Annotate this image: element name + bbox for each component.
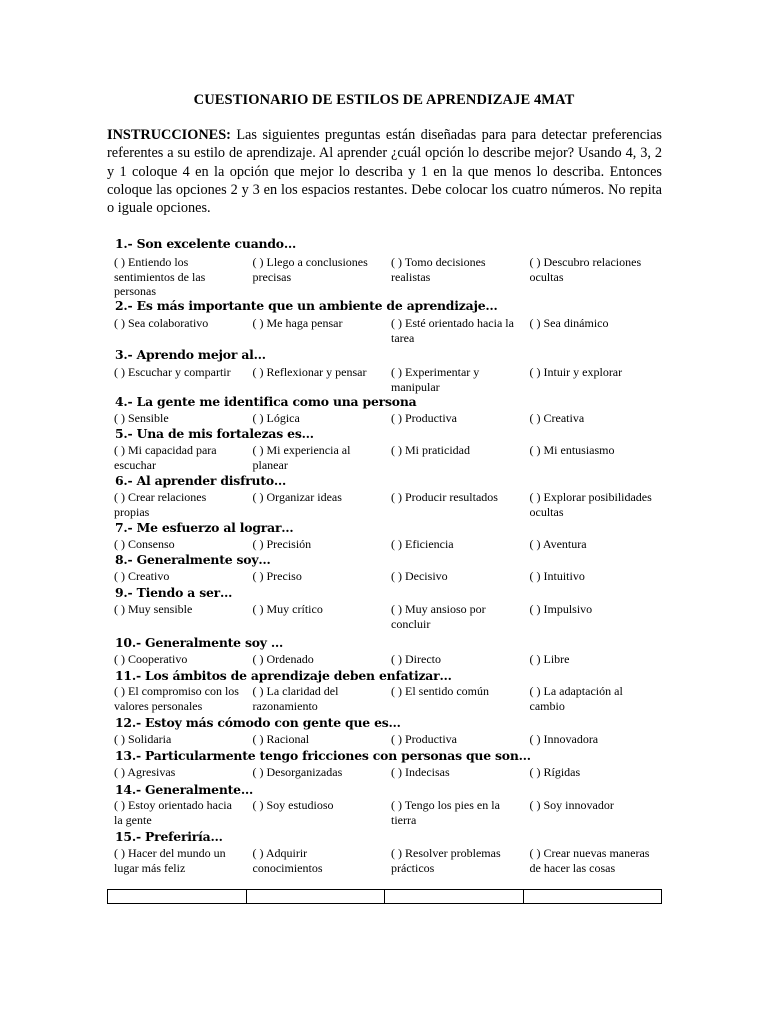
answer-option[interactable]: ( ) Crear relaciones propias <box>114 490 207 519</box>
answer-option[interactable]: ( ) Tengo los pies en la tierra <box>391 798 500 827</box>
answer-option[interactable]: ( ) Rígidas <box>529 765 581 779</box>
answer-option[interactable]: ( ) Intuir y explorar <box>529 365 623 379</box>
question-title: 2.- Es más importante que un ambiente de aprendizaje… <box>115 298 498 313</box>
answer-option[interactable]: ( ) Impulsivo <box>529 602 593 616</box>
answer-option[interactable]: ( ) El compromiso con los valores personales <box>114 684 239 713</box>
question-title: 15.- Preferiría… <box>115 829 223 844</box>
question-title: 4.- La gente me identifica como una persona <box>115 394 417 409</box>
instructions-paragraph <box>107 126 662 217</box>
answer-option[interactable]: ( ) Soy estudioso <box>252 798 334 812</box>
total-cell[interactable] <box>524 890 662 903</box>
answer-option[interactable]: ( ) Decisivo <box>391 569 448 583</box>
question-title: 8.- Generalmente soy… <box>115 552 271 567</box>
answer-option[interactable]: ( ) Creativa <box>529 411 585 425</box>
answer-option[interactable]: ( ) Hacer del mundo un lugar más feliz <box>114 846 226 875</box>
question-title: 13.- Particularmente tengo fricciones con personas que son… <box>115 748 531 763</box>
answer-option[interactable]: ( ) Libre <box>529 652 570 666</box>
answer-option[interactable]: ( ) Resolver problemas prácticos <box>391 846 501 875</box>
answer-option[interactable]: ( ) Mi capacidad para escuchar <box>114 443 217 472</box>
question-3 <box>107 348 662 395</box>
instructions-text: Las siguientes preguntas están diseñadas para para detectar preferencias referentes a su estilo de aprendizaje. Al aprender ¿cuál opción lo describe mejor? Usando 4, 3, 2 y 1 coloque 4 en la opción que mejor lo describa y 1 en la que menos lo describa. Entonces coloque las opciones 2 y 3 en los espacios restantes. Debe colocar los cuatro números. No repita o iguale opciones. <box>107 127 662 217</box>
question-1 <box>107 234 662 299</box>
answer-option[interactable]: ( ) Estoy orientado hacia la gente <box>114 798 232 827</box>
answer-option[interactable]: ( ) Me haga pensar <box>252 316 343 330</box>
answer-option[interactable]: ( ) La adaptación al cambio <box>529 684 623 713</box>
answer-option[interactable]: ( ) Sea colaborativo <box>114 316 209 330</box>
answer-option[interactable]: ( ) Soy innovador <box>529 798 614 812</box>
answer-option[interactable]: ( ) Indecisas <box>391 765 450 779</box>
answer-option[interactable]: ( ) Mi entusiasmo <box>529 443 615 457</box>
answer-option[interactable]: ( ) Aventura <box>529 537 587 551</box>
question-15 <box>107 830 662 892</box>
question-10 <box>107 636 662 669</box>
question-9 <box>107 586 662 636</box>
answer-option[interactable]: ( ) Entiendo los sentimientos de las personas <box>114 255 206 298</box>
answer-option[interactable]: ( ) Solidaria <box>114 732 172 746</box>
answer-option[interactable]: ( ) Experimentar y manipular <box>391 365 480 394</box>
answer-option[interactable]: ( ) La claridad del razonamiento <box>252 684 339 713</box>
answer-option[interactable]: ( ) Eficiencia <box>391 537 454 551</box>
answer-option[interactable]: ( ) Ordenado <box>252 652 314 666</box>
answer-option[interactable]: ( ) Esté orientado hacia la tarea <box>391 316 514 345</box>
answer-option[interactable]: ( ) Productiva <box>391 732 457 746</box>
answer-option[interactable]: ( ) Sea dinámico <box>529 316 609 330</box>
question-title: 12.- Estoy más cómodo con gente que es… <box>115 715 401 730</box>
answer-option[interactable]: ( ) Intuitivo <box>529 569 585 583</box>
answer-option[interactable]: ( ) Innovadora <box>529 732 599 746</box>
answer-option[interactable]: ( ) Llego a conclusiones precisas <box>252 255 368 284</box>
question-title: 10.- Generalmente soy … <box>115 635 284 650</box>
question-14 <box>107 783 662 830</box>
answer-option[interactable]: ( ) El sentido común <box>391 684 489 698</box>
question-11 <box>107 669 662 716</box>
question-title: 6.- Al aprender disfruto… <box>115 473 287 488</box>
question-13 <box>107 749 662 783</box>
answer-option[interactable]: ( ) Crear nuevas maneras de hacer las cosas <box>529 846 650 875</box>
question-5 <box>107 427 662 474</box>
answer-option[interactable]: ( ) Reflexionar y pensar <box>252 365 367 379</box>
answer-option[interactable]: ( ) Explorar posibilidades ocultas <box>529 490 652 519</box>
document-title: CUESTIONARIO DE ESTILOS DE APRENDIZAJE 4MAT <box>193 92 575 108</box>
answer-option[interactable]: ( ) Directo <box>391 652 441 666</box>
total-cell[interactable] <box>385 890 524 903</box>
question-4 <box>107 395 662 427</box>
question-7 <box>107 521 662 553</box>
answer-option[interactable]: ( ) Preciso <box>252 569 302 583</box>
answer-option[interactable]: ( ) Agresivas <box>114 765 176 779</box>
question-8 <box>107 553 662 586</box>
question-title: 3.- Aprendo mejor al… <box>115 347 266 362</box>
answer-option[interactable]: ( ) Adquirir conocimientos <box>252 846 323 875</box>
question-2 <box>107 299 662 348</box>
answer-option[interactable]: ( ) Producir resultados <box>391 490 498 504</box>
question-title: 1.- Son excelente cuando… <box>115 236 297 251</box>
answer-option[interactable]: ( ) Tomo decisiones realistas <box>391 255 486 284</box>
answer-option[interactable]: ( ) Muy sensible <box>114 602 193 616</box>
question-6 <box>107 474 662 521</box>
question-12 <box>107 716 662 749</box>
total-cell[interactable] <box>247 890 386 903</box>
answer-option[interactable]: ( ) Productiva <box>391 411 457 425</box>
answer-option[interactable]: ( ) Creativo <box>114 569 170 583</box>
answer-option[interactable]: ( ) Mi experiencia al planear <box>252 443 351 472</box>
answer-option[interactable]: ( ) Cooperativo <box>114 652 188 666</box>
answer-option[interactable]: ( ) Muy ansioso por concluir <box>391 602 486 631</box>
answer-option[interactable]: ( ) Consenso <box>114 537 175 551</box>
answer-option[interactable]: ( ) Sensible <box>114 411 169 425</box>
answer-totals-table <box>107 889 662 904</box>
answer-option[interactable]: ( ) Lógica <box>252 411 300 425</box>
question-title: 14.- Generalmente… <box>115 782 254 797</box>
answer-option[interactable]: ( ) Precisión <box>252 537 312 551</box>
question-title: 11.- Los ámbitos de aprendizaje deben enfatizar… <box>115 668 452 683</box>
instructions-label: INSTRUCCIONES: <box>107 127 231 143</box>
answer-option[interactable]: ( ) Desorganizadas <box>252 765 343 779</box>
total-cell[interactable] <box>108 890 247 903</box>
question-title: 5.- Una de mis fortalezas es… <box>115 426 314 441</box>
answer-option[interactable]: ( ) Escuchar y compartir <box>114 365 231 379</box>
answer-option[interactable]: ( ) Mi praticidad <box>391 443 470 457</box>
question-title: 9.- Tiendo a ser… <box>115 585 233 600</box>
answer-option[interactable]: ( ) Organizar ideas <box>252 490 342 504</box>
answer-option[interactable]: ( ) Racional <box>252 732 310 746</box>
question-title: 7.- Me esfuerzo al lograr… <box>115 520 294 535</box>
questions-list <box>107 234 662 892</box>
answer-option[interactable]: ( ) Muy crítico <box>252 602 323 616</box>
answer-option[interactable]: ( ) Descubro relaciones ocultas <box>529 255 642 284</box>
